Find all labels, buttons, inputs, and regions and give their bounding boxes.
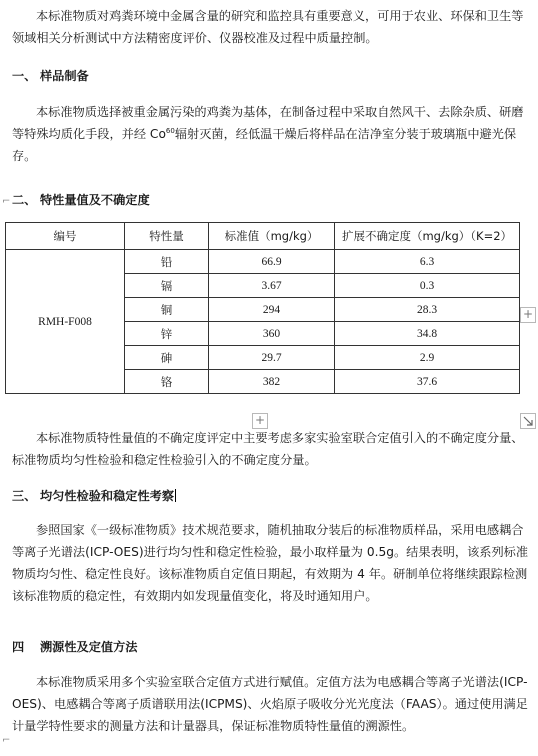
uncertainty-cell: 2.9	[335, 346, 520, 370]
section-3-heading	[12, 486, 176, 506]
table-row	[6, 250, 520, 274]
section-1-text-b: 辐射灭菌，经低温干燥后将样品在洁净室分装于玻璃瓶中避光保存。	[12, 127, 517, 163]
element-cell: 砷	[125, 346, 209, 370]
resize-icon	[521, 414, 535, 428]
element-cell: 镉	[125, 274, 209, 298]
add-column-button[interactable]: +	[520, 307, 536, 323]
section-2-note: 本标准物质特性量值的不确定度评定中主要考虑多家实验室联合定值引入的不确定度分量、标准物质均匀性检验和稳定性检验引入的不确定度分量。	[12, 431, 524, 467]
section-3-title: 均匀性检验和稳定性考察	[40, 489, 175, 503]
section-1-text-a: 本标准物质选择被重金属污染的鸡粪为基体，在制备过程中采取自然风干、去除杂质、研磨等特殊均质化手段，并经 Co	[12, 105, 524, 141]
element-cell: 铜	[125, 298, 209, 322]
element-cell: 铅	[125, 250, 209, 274]
intro-paragraph: 本标准物质对鸡粪环境中金属含量的研究和监控具有重要意义，可用于农业、环保和卫生等领域相关分析测试中方法精密度评价、仪器校准及过程中质量控制。	[12, 9, 524, 45]
table-header-row	[6, 223, 520, 250]
section-4-heading	[12, 637, 138, 657]
sample-id-cell: RMH-F008	[6, 250, 125, 394]
value-cell: 29.7	[209, 346, 335, 370]
section-2-heading	[12, 190, 150, 210]
section-4-number: 四	[12, 640, 25, 654]
value-cell: 360	[209, 322, 335, 346]
uncertainty-cell: 28.3	[335, 298, 520, 322]
spec-table	[5, 222, 520, 394]
element-cell: 铬	[125, 370, 209, 394]
section-4-title: 溯源性及定值方法	[40, 640, 138, 654]
section-3-paragraph: 参照国家《一级标准物质》技术规范要求，随机抽取分装后的标准物质样品，采用电感耦合等离子光谱法(ICP-OES)进行均匀性和稳定性检验，最小取样量为 0.5g。结果表明，该系列标准物质均匀性、稳定性良好。该标准物质自定值日期起，有效期为 4 年。研制单位将继续跟踪检测该标准物质的稳定性，有效期内如发现量值变化，将及时通知用户。	[12, 523, 529, 603]
value-cell: 3.67	[209, 274, 335, 298]
header-id: 编号	[6, 223, 125, 250]
section-4-paragraph: 本标准物质采用多个实验室联合定值方式进行赋值。定值方法为电感耦合等离子光谱法(ICP-OES)、电感耦合等离子质谱联用法(ICPMS)、火焰原子吸收分光光度法（FAAS）。通过使用满足计量学特性要求的测量方法和计量器具，保证标准物质特性量值的溯源性。	[12, 675, 528, 733]
uncertainty-cell: 0.3	[335, 274, 520, 298]
section-2-number: 二、	[12, 193, 37, 207]
header-property: 特性量	[125, 223, 209, 250]
section-1-superscript: 60	[165, 126, 175, 135]
paragraph-mark-icon: ⌐	[2, 735, 11, 746]
header-uncertainty: 扩展不确定度（mg/kg）（K=2）	[335, 223, 520, 250]
section-2-title: 特性量值及不确定度	[40, 193, 150, 207]
uncertainty-cell: 37.6	[335, 370, 520, 394]
section-1-heading	[12, 66, 89, 86]
table-anchor-icon: ⌐	[2, 196, 11, 207]
text-cursor	[175, 489, 176, 502]
uncertainty-cell: 34.8	[335, 322, 520, 346]
section-3-number: 三、	[12, 489, 37, 503]
section-1-paragraph	[12, 101, 532, 167]
uncertainty-cell: 6.3	[335, 250, 520, 274]
value-cell: 66.9	[209, 250, 335, 274]
section-1-title: 样品制备	[40, 69, 89, 83]
section-1-number: 一、	[12, 69, 37, 83]
header-value: 标准值（mg/kg）	[209, 223, 335, 250]
value-cell: 382	[209, 370, 335, 394]
value-cell: 294	[209, 298, 335, 322]
add-row-button[interactable]: +	[252, 413, 268, 429]
element-cell: 锌	[125, 322, 209, 346]
